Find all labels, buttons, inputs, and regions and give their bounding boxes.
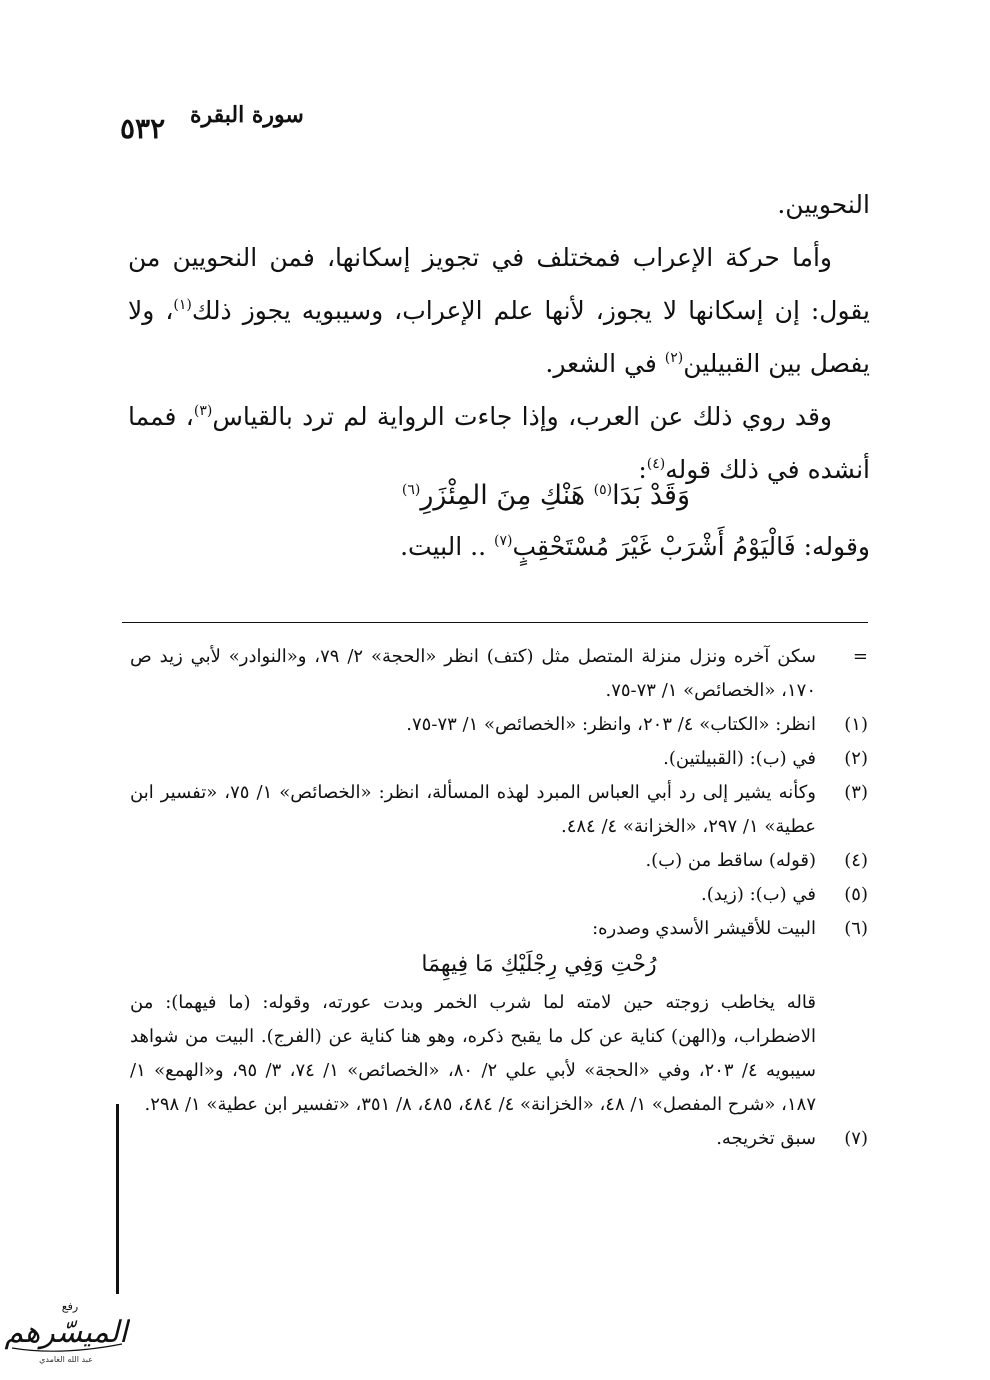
footnote-5-text: في (ب): (زيد). <box>700 884 816 905</box>
footnote-continuation-text: سكن آخره ونزل منزلة المتصل مثل (كتف) انظر «الحجة» ٢/ ٧٩، و«النوادر» لأبي زيد ص ١٧٠، «الخصائص» ١/ ٧٣-٧٥. <box>130 646 817 701</box>
footnote-3-number: (٣) <box>844 782 868 803</box>
verse-line-1 <box>402 480 690 511</box>
footnote-1 <box>130 708 868 742</box>
paragraph-2-text-a: وأما حركة الإعراب فمختلف في تجويز إسكانها، فمن النحويين من يقول: إن إسكانها لا يجوز، لأنها علم الإعراب، وسيبويه يجوز ذلك <box>128 243 870 325</box>
logo-sub-text: عبد الله الغامدي <box>39 1355 93 1364</box>
paragraph-1: النحويين. <box>777 190 870 219</box>
footnote-4 <box>130 844 868 878</box>
paragraph-2-text-b: ، ولا يفصل بين القبيلين <box>128 296 870 378</box>
footnote-2-number: (٢) <box>844 748 868 769</box>
footnote-3 <box>130 776 868 844</box>
verse-2-part-a: وقوله: فَالْيَوْمُ أَشْرَبْ غَيْرَ مُسْتَحْقِبٍ <box>512 532 870 561</box>
footnote-5 <box>130 878 868 912</box>
verse-1-part-a: وَقَدْ بَدَا <box>612 480 690 511</box>
page-number: ٥٣٢ <box>120 112 166 145</box>
footnote-6-cont-spacer <box>816 986 868 1122</box>
paragraph-3-text-c: : <box>638 455 647 484</box>
footnote-ref-3: (٣) <box>193 403 213 419</box>
footnote-7-text: سبق تخريجه. <box>716 1128 816 1149</box>
footnote-7-number: (٧) <box>844 1128 868 1149</box>
paragraph-2-text-c: في الشعر. <box>545 349 665 378</box>
verse-line-2 <box>400 532 870 561</box>
logo-small-text: رفع <box>61 1300 79 1313</box>
margin-bar <box>116 1104 119 1294</box>
footnote-6-number: (٦) <box>844 918 868 939</box>
footnote-5-number: (٥) <box>844 884 868 905</box>
footnote-ref-5: (٥) <box>593 482 613 498</box>
main-text <box>128 178 870 496</box>
footnote-separator <box>122 622 868 623</box>
footnote-ref-2: (٢) <box>664 350 684 366</box>
paragraph-3-text-a: وقد روي ذلك عن العرب، وإذا جاءت الرواية لم ترد بالقياس <box>212 402 832 431</box>
verse-2-part-b: .. البيت. <box>400 532 495 561</box>
footnote-continuation <box>130 640 868 708</box>
footnote-continuation-marker: = <box>852 646 868 667</box>
footnote-1-text: انظر: «الكتاب» ٤/ ٢٠٣، وانظر: «الخصائص» ١/ ٧٣-٧٥. <box>406 714 816 735</box>
footnote-ref-6: (٦) <box>401 482 421 498</box>
footnote-ref-1: (١) <box>173 297 192 313</box>
publisher-logo <box>0 1290 130 1370</box>
footnote-7 <box>130 1122 868 1156</box>
footnote-6 <box>130 912 868 946</box>
paragraph-2 <box>128 231 870 390</box>
footnote-ref-4: (٤) <box>646 456 666 472</box>
footnote-4-text: (قوله) ساقط من (ب). <box>645 850 816 871</box>
footnote-ref-7: (٧) <box>494 533 513 549</box>
footnote-4-number: (٤) <box>844 850 868 871</box>
footnote-1-number: (١) <box>844 714 868 735</box>
footnote-2 <box>130 742 868 776</box>
footnote-6-cont-text: قاله يخاطب زوجته حين لامته لما شرب الخمر وبدت عورته، وقوله: (ما فيهما): من الاضطراب، و(الهن) كناية عن كل ما يقبح ذكره، وهو هنا كناية عن (الفرج). البيت من شواهد سيبويه ٤/ ٢٠٣، وفي «الحجة» لأبي علي ٢/ ٨٠، «الخصائص» ١/ ٧٤، ٣/ ٩٥، و«الهمع» ١/ ١٨٧، «شرح المفصل» ١/ ٤٨، «الخزانة» ٤/ ٤٨٤، ٤٨٥، ٨/ ٣٥١، «تفسير ابن عطية» ١/ ٢٩٨. <box>130 992 816 1115</box>
verse-1-part-b: هَنْكِ مِنَ المِئْزَرِ <box>420 480 594 511</box>
logo-main-text: المیسّرهم <box>4 1315 128 1350</box>
footnote-3-text: وكأنه يشير إلى رد أبي العباس المبرد لهذه المسألة، انظر: «الخصائص» ١/ ٧٥، «تفسير ابن عطية» ١/ ٢٩٧، «الخزانة» ٤/ ٤٨٤. <box>130 782 816 837</box>
paragraph-3-text-b: ، فمما أنشده في ذلك قوله <box>128 402 870 484</box>
footnote-6-text: البيت للأقيشر الأسدي وصدره: <box>592 918 816 939</box>
footnote-6-continuation <box>130 986 868 1122</box>
footnote-2-text: في (ب): (القبيلتين). <box>663 748 816 769</box>
footnotes <box>130 640 868 1156</box>
footnote-6-poem: رُحْتِ وَفِي رِجْلَيْكِ مَا فِيهِمَا <box>421 952 657 977</box>
surah-title: سورة البقرة <box>190 102 304 128</box>
